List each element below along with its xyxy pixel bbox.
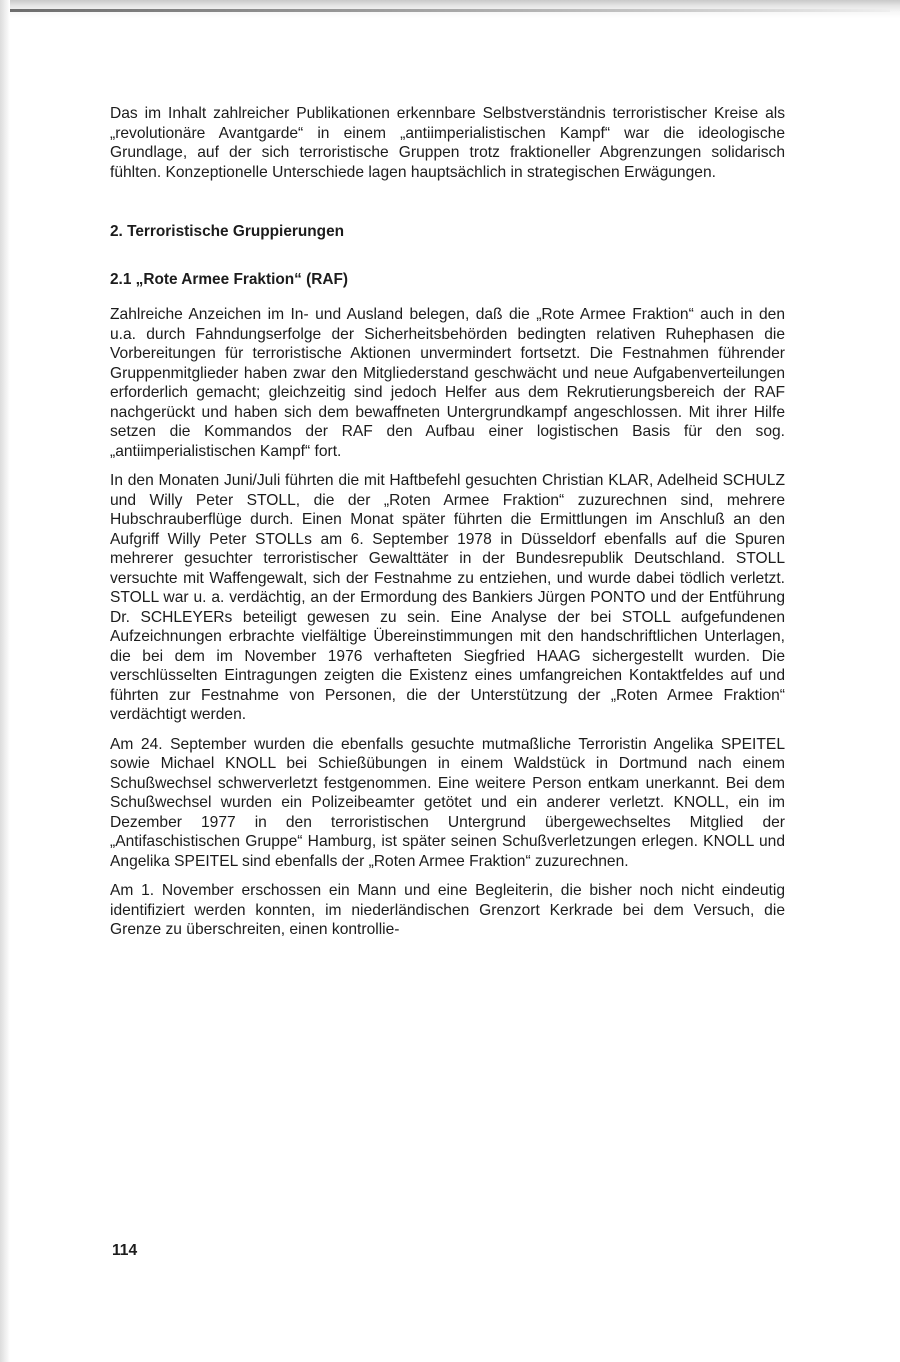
- page-content: [110, 104, 785, 950]
- intro-paragraph: Das im Inhalt zahlreicher Publikationen erkennbare Selbstverständnis terroristischer Kreise als „revolutionäre Avantgarde“ in einem „antiimperialistischen Kampf“ war die ideologische Grundlage, auf der sich terroristische Gruppen trotz fraktioneller Abgrenzungen solidarisch fühlten. Konzeptionelle Unterschiede lagen hauptsächlich in strategischen Erwägungen.: [110, 105, 785, 181]
- body-paragraph: In den Monaten Juni/Juli führten die mit Haftbefehl gesuchten Christian KLAR, Adelheid SCHULZ und Willy Peter STOLL, die der „Roten Armee Fraktion“ zuzurechnen sind, mehrere Hubschrauberflüge durch. Einen Monat später führten die Ermittlungen im Anschluß an den Aufgriff Willy Peter STOLLs am 6. September 1978 in Düsseldorf ebenfalls auf die Spuren mehrerer gesuchter terroristischer Gewalttäter in der Bundesrepublik Deutschland. STOLL versuchte mit Waffengewalt, sich der Festnahme zu entziehen, und wurde dabei tödlich verletzt. STOLL war u. a. verdächtig, an der Ermordung des Bankiers Jürgen PONTO und der Entführung Dr. SCHLEYERs beteiligt gewesen zu sein. Eine Analyse der bei STOLL aufgefundenen Aufzeichnungen erbrachte vielfältige Übereinstimmungen mit den handschriftlichen Unterlagen, die bei dem im November 1976 verhafteten Siegfried HAAG sichergestellt wurden. Die verschlüsselten Eintragungen zeigten die Existenz eines umfangreichen Kontaktfeldes auf und führten zur Festnahme von Personen, die der Unterstützung der „Roten Armee Fraktion“ verdächtigt werden.: [110, 472, 785, 723]
- body-paragraph: Am 24. September wurden die ebenfalls gesuchte mutmaßliche Terroristin Angelika SPEITEL sowie Michael KNOLL bei Schießübungen in einem Waldstück in Dortmund nach einem Schußwechsel schwerverletzt festgenommen. Eine weitere Person entkam unerkannt. Bei dem Schußwechsel wurden ein Polizeibeamter getötet und ein anderer verletzt. KNOLL, ein im Dezember 1977 in den terroristischen Untergrund übergewechseltes Mitglied der „Antifaschistischen Gruppe“ Hamburg, ist später seinen Schußverletzungen erlegen. KNOLL und Angelika SPEITEL sind ebenfalls der „Roten Armee Fraktion“ zuzurechnen.: [110, 735, 785, 870]
- body-paragraph: Zahlreiche Anzeichen im In- und Ausland belegen, daß die „Rote Armee Fraktion“ auch in den u.a. durch Fahndungserfolge der Sicherheitsbehörden bedingten relativen Ruhephasen die Vorbereitungen für terroristische Aktionen unvermindert fortsetzt. Die Festnahmen führender Gruppenmitglieder haben zwar den Mitgliederstand geschwächt und neue Aufgabenverteilungen erforderlich gemacht; gleichzeitig sind jedoch Helfer aus dem Rekrutierungsbereich der RAF nachgerückt und haben sich dem bewaffneten Untergrundkampf angeschlossen. Mit ihrer Hilfe setzen die Kommandos der RAF den Aufbau einer logistischen Basis für den sog. „antiimperialistischen Kampf“ fort.: [110, 306, 785, 460]
- subsection-heading: 2.1 „Rote Armee Fraktion“ (RAF): [110, 270, 349, 288]
- scan-left-edge: [0, 0, 10, 1362]
- body-paragraph: Am 1. November erschossen ein Mann und eine Begleiterin, die bisher noch nicht eindeutig identifiziert werden konnten, im niederländischen Grenzort Kerkrade bei dem Versuch, die Grenze zu überschreiten, einen kontrollie-: [110, 882, 785, 938]
- section-heading: 2. Terroristische Gruppierungen: [110, 223, 345, 240]
- page-number: 114: [112, 1242, 138, 1259]
- scan-top-rule: [10, 9, 890, 12]
